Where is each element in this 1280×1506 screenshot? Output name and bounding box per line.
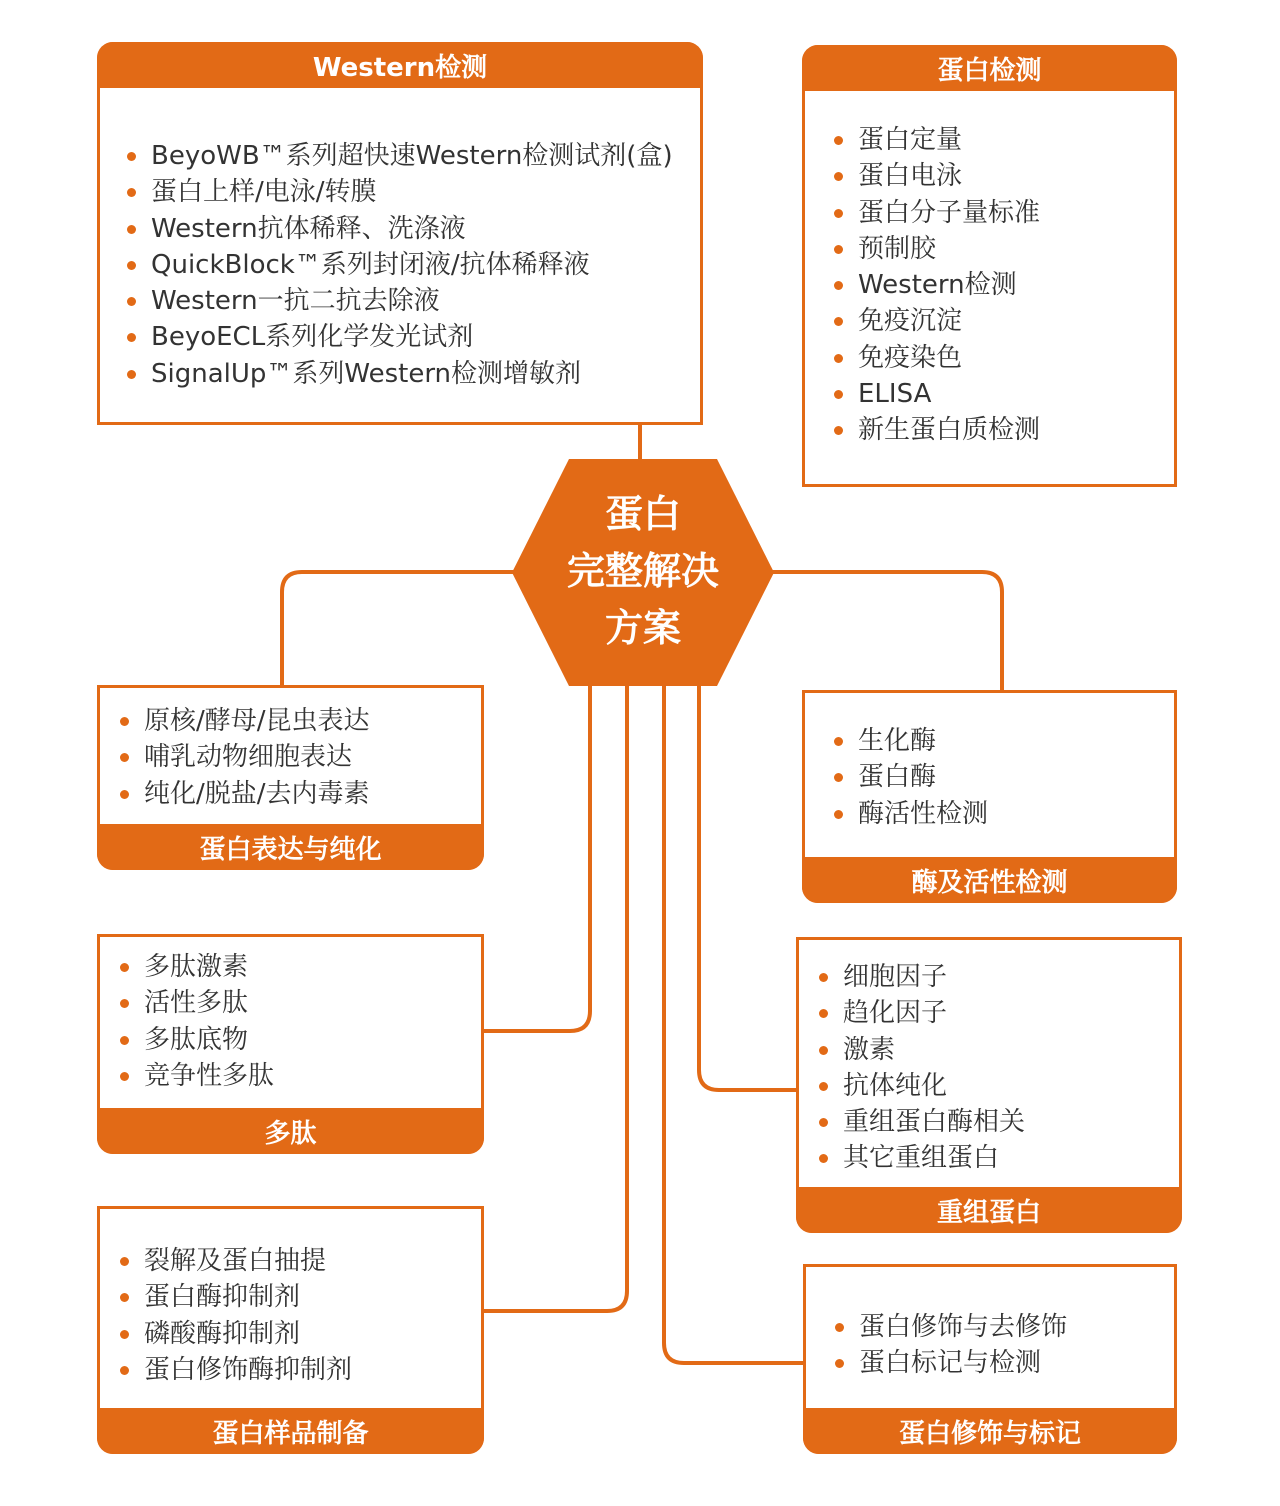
- protein-detection-box: [802, 45, 1177, 487]
- connector-sample: [484, 684, 627, 1311]
- protein-detection-list: [832, 122, 1040, 449]
- sample-title: 蛋白样品制备: [97, 1408, 484, 1454]
- modification-title: 蛋白修饰与标记: [803, 1408, 1177, 1454]
- connector-modification: [664, 684, 805, 1363]
- recombinant-title: 重组蛋白: [796, 1187, 1182, 1233]
- connector-peptide: [484, 684, 590, 1031]
- list-item: Western抗体稀释、洗涤液: [125, 211, 673, 247]
- list-item: 裂解及蛋白抽提: [118, 1243, 352, 1279]
- list-item: 蛋白标记与检测: [833, 1345, 1067, 1381]
- list-item: Western检测: [832, 267, 1040, 303]
- list-item: 蛋白定量: [832, 122, 1040, 158]
- sample-list: [118, 1243, 352, 1388]
- list-item: ELISA: [832, 376, 1040, 412]
- list-item: QuickBlock™系列封闭液/抗体稀释液: [125, 247, 673, 283]
- list-item: 激素: [817, 1032, 1025, 1068]
- western-list: [125, 138, 673, 392]
- list-item: 重组蛋白酶相关: [817, 1104, 1025, 1140]
- list-item: 其它重组蛋白: [817, 1140, 1025, 1176]
- list-item: 新生蛋白质检测: [832, 412, 1040, 448]
- list-item: 生化酶: [832, 723, 988, 759]
- list-item: 免疫染色: [832, 340, 1040, 376]
- enzyme-list: [832, 723, 988, 832]
- western-title: Western检测: [97, 42, 703, 88]
- sample-box: [97, 1206, 484, 1454]
- list-item: 多肽底物: [118, 1022, 274, 1058]
- peptide-box: [97, 934, 484, 1154]
- modification-list: [833, 1309, 1067, 1382]
- list-item: 原核/酵母/昆虫表达: [118, 703, 370, 739]
- list-item: 预制胶: [832, 231, 1040, 267]
- modification-box: [803, 1264, 1177, 1454]
- list-item: 蛋白酶: [832, 759, 988, 795]
- list-item: 细胞因子: [817, 959, 1025, 995]
- center-title: 蛋白 完整解决 方案: [566, 492, 719, 650]
- list-item: 蛋白上样/电泳/转膜: [125, 174, 673, 210]
- list-item: 竞争性多肽: [118, 1058, 274, 1094]
- expression-list: [118, 703, 370, 812]
- list-item: 纯化/脱盐/去内毒素: [118, 776, 370, 812]
- list-item: SignalUp™系列Western检测增敏剂: [125, 356, 673, 392]
- list-item: 蛋白修饰酶抑制剂: [118, 1352, 352, 1388]
- list-item: 抗体纯化: [817, 1068, 1025, 1104]
- list-item: 趋化因子: [817, 995, 1025, 1031]
- western-box: [97, 42, 703, 425]
- connector-expression: [282, 572, 520, 686]
- connector-recombinant: [699, 684, 800, 1090]
- list-item: 多肽激素: [118, 949, 274, 985]
- enzyme-box: [802, 690, 1177, 903]
- list-item: 哺乳动物细胞表达: [118, 739, 370, 775]
- expression-title: 蛋白表达与纯化: [97, 824, 484, 870]
- list-item: 活性多肽: [118, 985, 274, 1021]
- recombinant-box: [796, 937, 1182, 1233]
- list-item: 免疫沉淀: [832, 303, 1040, 339]
- expression-box: [97, 685, 484, 870]
- list-item: 酶活性检测: [832, 796, 988, 832]
- list-item: 蛋白修饰与去修饰: [833, 1309, 1067, 1345]
- protein-detection-title: 蛋白检测: [802, 45, 1177, 91]
- peptide-list: [118, 949, 274, 1094]
- list-item: BeyoWB™系列超快速Western检测试剂(盒): [125, 138, 673, 174]
- list-item: 蛋白电泳: [832, 158, 1040, 194]
- list-item: BeyoECL系列化学发光试剂: [125, 319, 673, 355]
- peptide-title: 多肽: [97, 1108, 484, 1154]
- enzyme-title: 酶及活性检测: [802, 857, 1177, 903]
- list-item: 蛋白酶抑制剂: [118, 1279, 352, 1315]
- connector-enzyme: [766, 572, 1002, 691]
- list-item: 磷酸酶抑制剂: [118, 1316, 352, 1352]
- list-item: Western一抗二抗去除液: [125, 283, 673, 319]
- recombinant-list: [817, 959, 1025, 1177]
- list-item: 蛋白分子量标准: [832, 195, 1040, 231]
